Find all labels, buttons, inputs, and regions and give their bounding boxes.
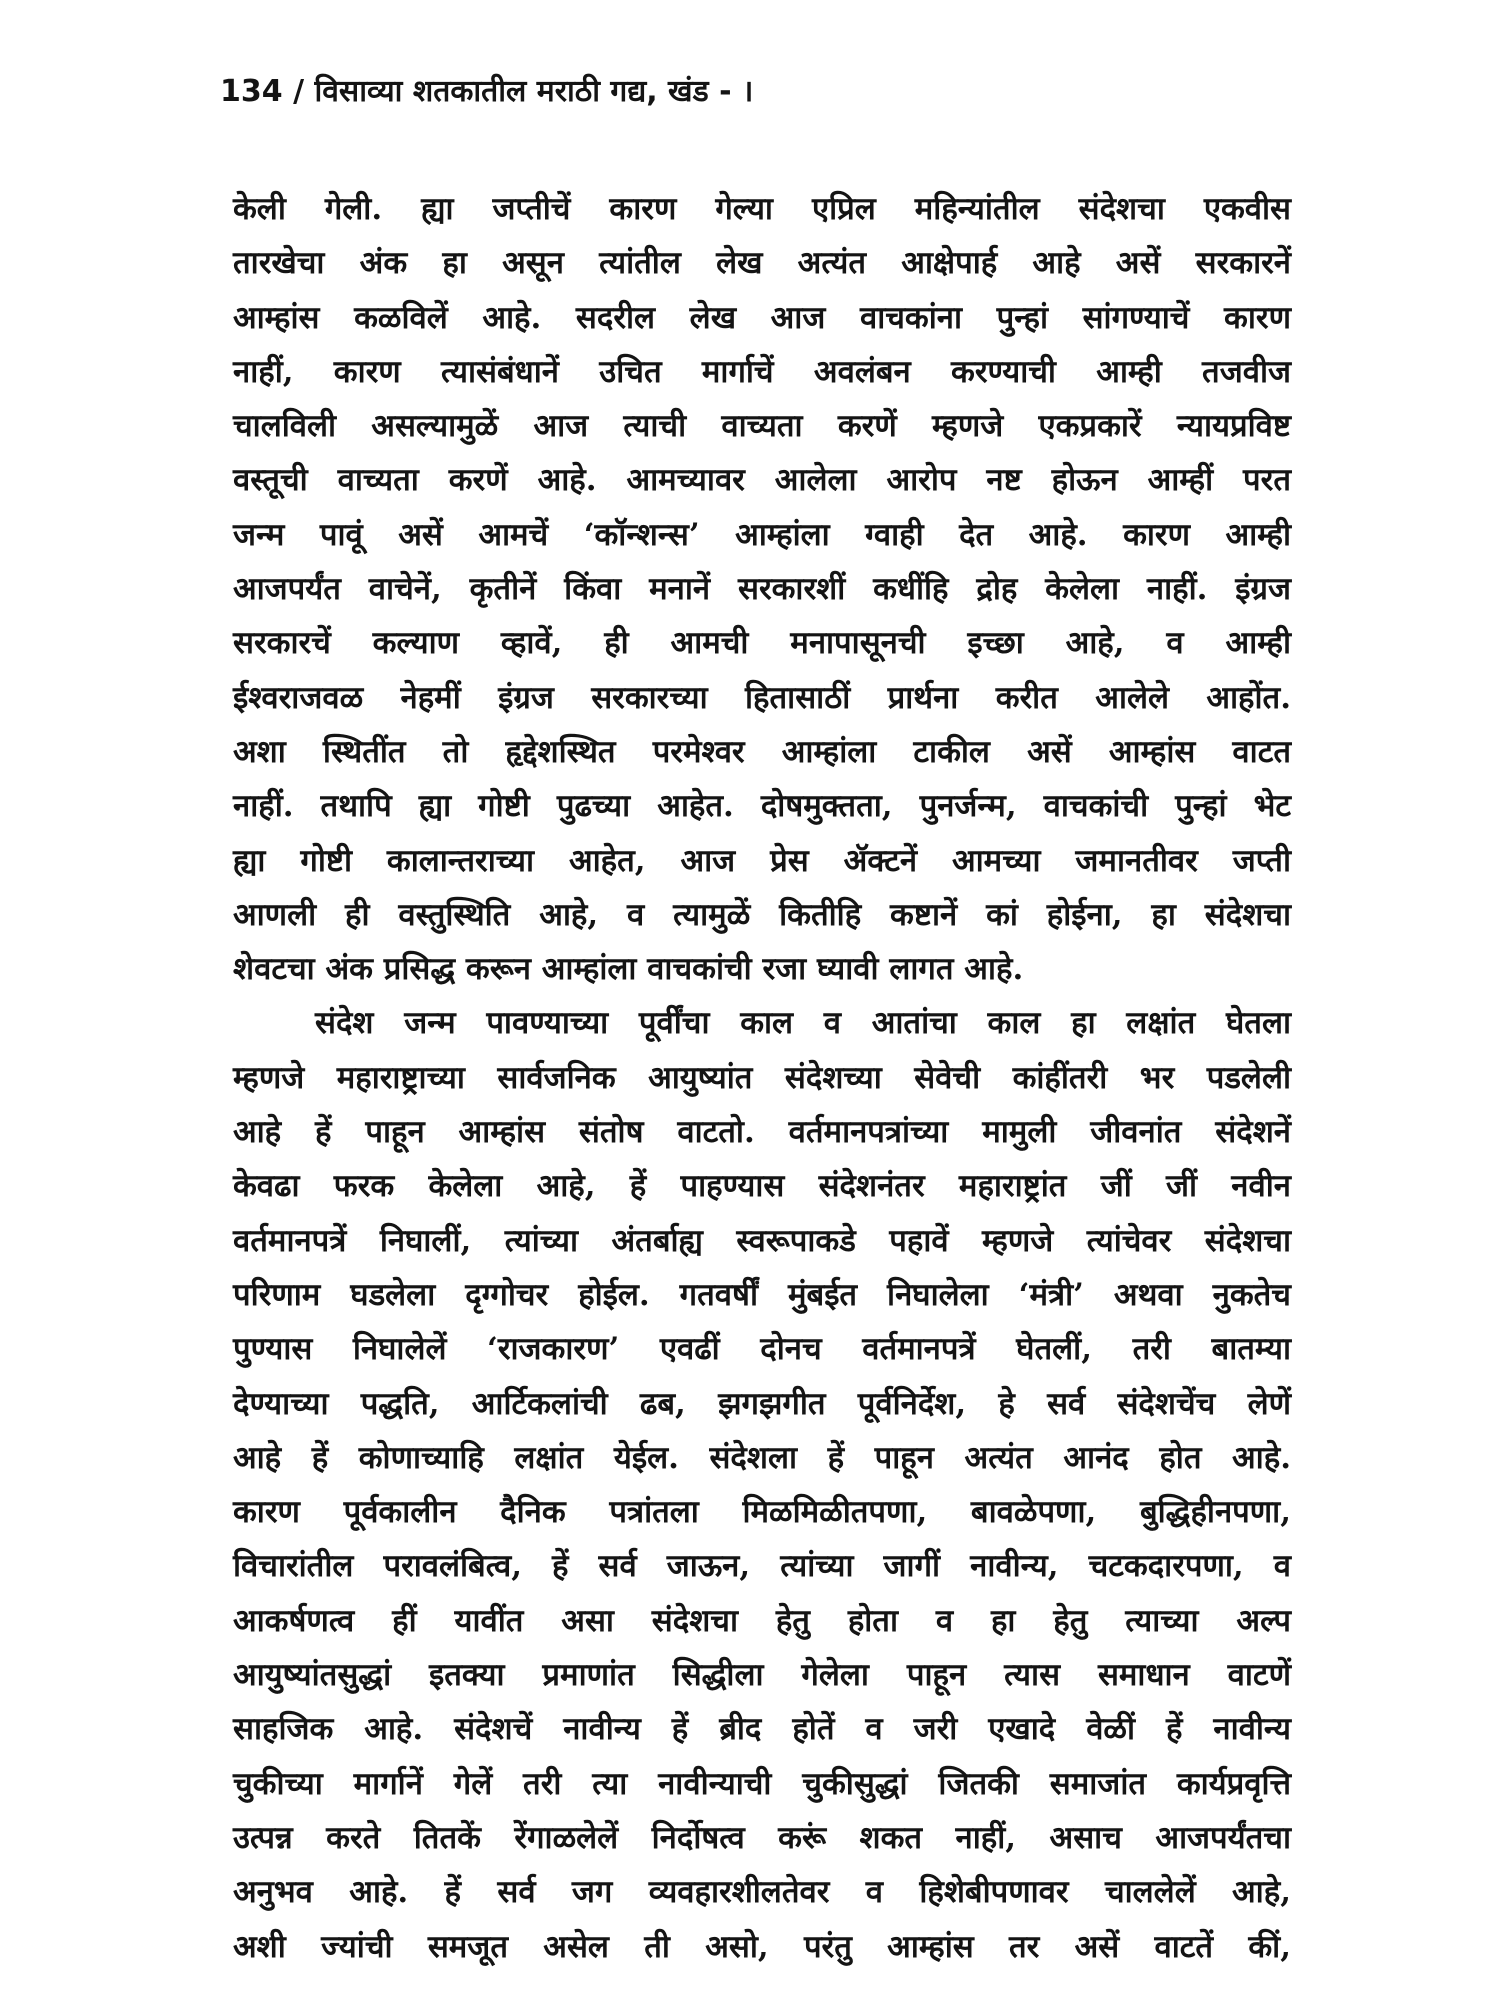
text-line: म्हणजे महाराष्ट्राच्या सार्वजनिक आयुष्यांत संदेशच्या सेवेची कांहींतरी भर पडलेली xyxy=(233,1059,1291,1096)
text-line: कारण पूर्वकालीन दैनिक पत्रांतला मिळमिळीतपणा, बावळेपणा, बुद्धिहीनपणा, xyxy=(233,1494,1291,1531)
text-line: संदेश जन्म पावण्याच्या पूर्वींचा काल व आतांचा काल हा लक्षांत घेतला xyxy=(315,1005,1291,1042)
text-line: वस्तूची वाच्यता करणें आहे. आमच्यावर आलेला आरोप नष्ट होऊन आम्हीं परत xyxy=(233,462,1291,499)
text-line: नाहीं. तथापि ह्या गोष्टी पुढच्या आहेत. दोषमुक्तता, पुनर्जन्म, वाचकांची पुन्हां भेट xyxy=(233,788,1291,825)
text-line: आहे हें कोणाच्याहि लक्षांत येईल. संदेशला हें पाहून अत्यंत आनंद होत आहे. xyxy=(233,1439,1291,1476)
text-line: देण्याच्या पद्धति, आर्टिकलांची ढब, झगझगीत पूर्वनिर्देश, हे सर्व संदेशचेंच लेणें xyxy=(233,1385,1291,1422)
text-line: अशा स्थितींत तो हृद्देशस्थित परमेश्वर आम्हांला टाकील असें आम्हांस वाटत xyxy=(233,733,1291,770)
text-line: नाहीं, कारण त्यासंबंधानें उचित मार्गाचें अवलंबन करण्याची आम्ही तजवीज xyxy=(233,353,1291,390)
text-line: आजपर्यंत वाचेनें, कृतीनें किंवा मनानें सरकारशीं कधींहि द्रोह केलेला नाहीं. इंग्रज xyxy=(233,571,1291,608)
text-line: चुकीच्या मार्गानें गेलें तरी त्या नावीन्याची चुकीसुद्धां जितकी समाजांत कार्यप्रवृत्ति xyxy=(233,1765,1291,1802)
text-line: साहजिक आहे. संदेशचें नावीन्य हें ब्रीद होतें व जरी एखादे वेळीं हें नावीन्य xyxy=(233,1711,1291,1748)
text-line: आम्हांस कळविलें आहे. सदरील लेख आज वाचकांना पुन्हां सांगण्याचें कारण xyxy=(233,299,1291,336)
text-line: चालविली असल्यामुळें आज त्याची वाच्यता करणें म्हणजे एकप्रकारें न्यायप्रविष्ट xyxy=(233,408,1291,445)
text-line: आणली ही वस्तुस्थिति आहे, व त्यामुळें कितीहि कष्टानें कां होईना, हा संदेशचा xyxy=(233,896,1291,933)
text-line: वर्तमानपत्रें निघालीं, त्यांच्या अंतर्बाह्य स्वरूपाकडे पहावें म्हणजे त्यांचेवर संदेशचा xyxy=(233,1222,1291,1259)
paragraph-1 xyxy=(233,182,1291,996)
body-text xyxy=(233,182,1291,1974)
paragraph-2 xyxy=(233,996,1291,1973)
text-line: ईश्वराजवळ नेहमीं इंग्रज सरकारच्या हितासाठीं प्रार्थना करीत आलेले आहोंत. xyxy=(233,679,1291,716)
text-line: शेवटचा अंक प्रसिद्ध करून आम्हांला वाचकांची रजा घ्यावी लागत आहे. xyxy=(233,951,1024,988)
text-line: आहे हें पाहून आम्हांस संतोष वाटतो. वर्तमानपत्रांच्या मामुली जीवनांत संदेशनें xyxy=(233,1114,1291,1151)
text-line: केवढा फरक केलेला आहे, हें पाहण्यास संदेशनंतर महाराष्ट्रांत जीं जीं नवीन xyxy=(233,1168,1291,1205)
text-line: अशी ज्यांची समजूत असेल ती असो, परंतु आम्हांस तर असें वाटतें कीं, xyxy=(233,1928,1291,1965)
text-line: जन्म पावूं असें आमचें ‘कॉन्शन्स’ आम्हांला ग्वाही देत आहे. कारण आम्ही xyxy=(233,516,1291,553)
text-line: ह्या गोष्टी कालान्तराच्या आहेत, आज प्रेस ॲक्टनें आमच्या जमानतीवर जप्ती xyxy=(233,842,1291,879)
text-line: परिणाम घडलेला दृग्गोचर होईल. गतवर्षीं मुंबईत निघालेला ‘मंत्री’ अथवा नुकतेच xyxy=(233,1276,1291,1313)
text-line: अनुभव आहे. हें सर्व जग व्यवहारशीलतेवर व हिशेबीपणावर चाललेलें आहे, xyxy=(233,1874,1291,1911)
text-line: विचारांतील परावलंबित्व, हें सर्व जाऊन, त्यांच्या जागीं नावीन्य, चटकदारपणा, व xyxy=(233,1548,1291,1585)
text-line: तारखेचा अंक हा असून त्यांतील लेख अत्यंत आक्षेपार्ह आहे असें सरकारनें xyxy=(233,245,1291,282)
text-line: केली गेली. ह्या जप्तीचें कारण गेल्या एप्रिल महिन्यांतील संदेशचा एकवीस xyxy=(233,191,1291,227)
text-line: पुण्यास निघालेलें ‘राजकारण’ एवढीं दोनच वर्तमानपत्रें घेतलीं, तरी बातम्या xyxy=(233,1331,1291,1368)
running-header: 134 / विसाव्या शतकातील मराठी गद्य, खंड - । xyxy=(220,74,754,109)
text-line: आयुष्यांतसुद्धां इतक्या प्रमाणांत सिद्धीला गेलेला पाहून त्यास समाधान वाटणें xyxy=(233,1657,1291,1694)
text-line: आकर्षणत्व हीं यावींत असा संदेशचा हेतु होता व हा हेतु त्याच्या अल्प xyxy=(233,1602,1291,1639)
text-line: उत्पन्न करते तितकें रेंगाळलेलें निर्दोषत्व करूं शकत नाहीं, असाच आजपर्यंतचा xyxy=(233,1819,1291,1856)
text-line: सरकारचें कल्याण व्हावें, ही आमची मनापासूनची इच्छा आहे, व आम्ही xyxy=(233,625,1291,662)
